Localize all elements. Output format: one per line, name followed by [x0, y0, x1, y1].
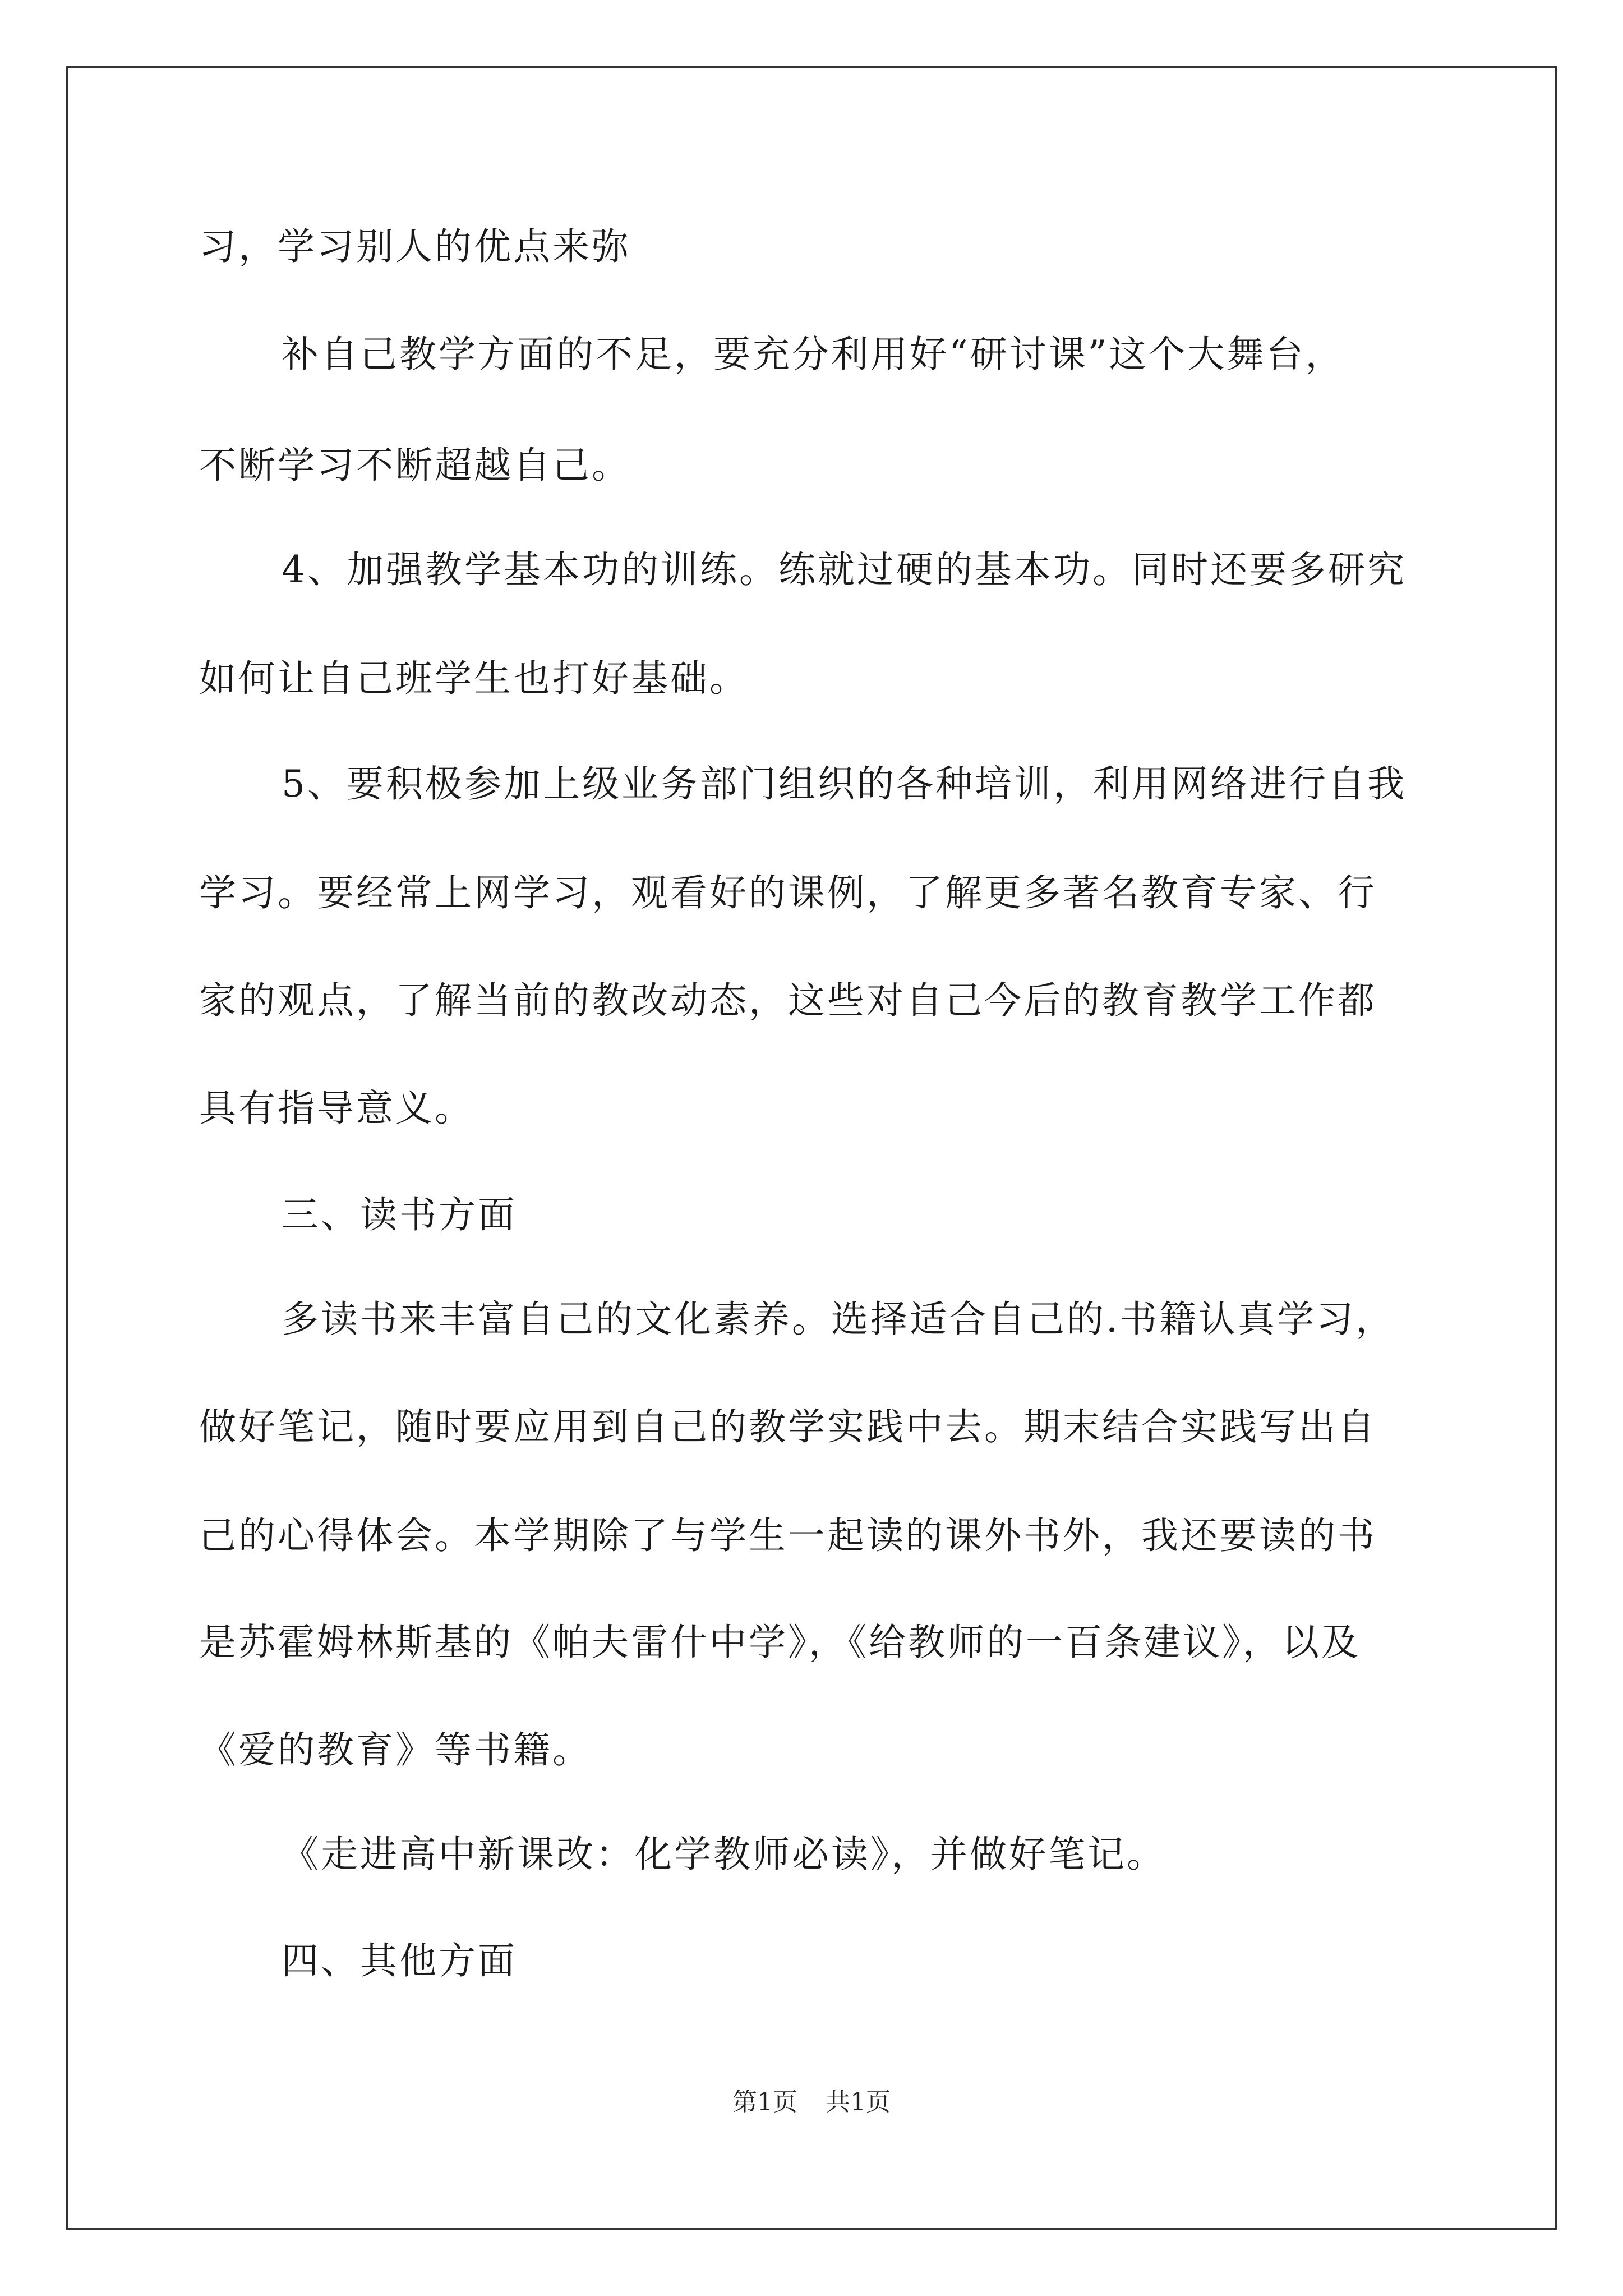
text-line: 补自己教学方面的不足，要充分利用好“研讨课”这个大舞台，: [282, 333, 1345, 376]
text-line: 如何让自己班学生也打好基础。: [199, 657, 749, 700]
page-number: 第1页: [732, 2088, 797, 2116]
text-line: 习，学习别人的优点来弥: [199, 225, 631, 268]
page-total: 共1页: [826, 2088, 891, 2116]
text-line: 4、加强教学基本功的训练。练就过硬的基本功。同时还要多研究: [282, 548, 1407, 591]
text-line: 家的观点，了解当前的教改动态，这些对自己今后的教育教学工作都: [199, 979, 1377, 1022]
text-line: 是苏霍姆林斯基的《帕夫雷什中学》，《给教师的一百条建议》，以及: [199, 1621, 1361, 1664]
page-footer: [0, 2087, 1623, 2118]
section-heading: 三、读书方面: [282, 1193, 517, 1236]
text-line: 学习。要经常上网学习，观看好的课例，了解更多著名教育专家、行: [199, 871, 1377, 914]
text-line: 《爱的教育》等书籍。: [199, 1728, 592, 1772]
text-line: 不断学习不断超越自己。: [199, 444, 631, 487]
text-line: 己的心得体会。本学期除了与学生一起读的课外书外，我还要读的书: [199, 1514, 1377, 1557]
section-heading: 四、其他方面: [282, 1939, 517, 1982]
text-line: 多读书来丰富自己的文化素养。选择适合自己的.书籍认真学习，: [282, 1297, 1395, 1341]
text-line: 做好笔记，随时要应用到自己的教学实践中去。期末结合实践写出自: [199, 1405, 1377, 1448]
text-line: 《走进高中新课改：化学教师必读》，并做好笔记。: [282, 1833, 1166, 1876]
page-border: [66, 66, 1557, 2230]
text-line: 具有指导意义。: [199, 1087, 474, 1130]
text-line: 5、要积极参加上级业务部门组织的各种培训，利用网络进行自我: [282, 762, 1407, 806]
